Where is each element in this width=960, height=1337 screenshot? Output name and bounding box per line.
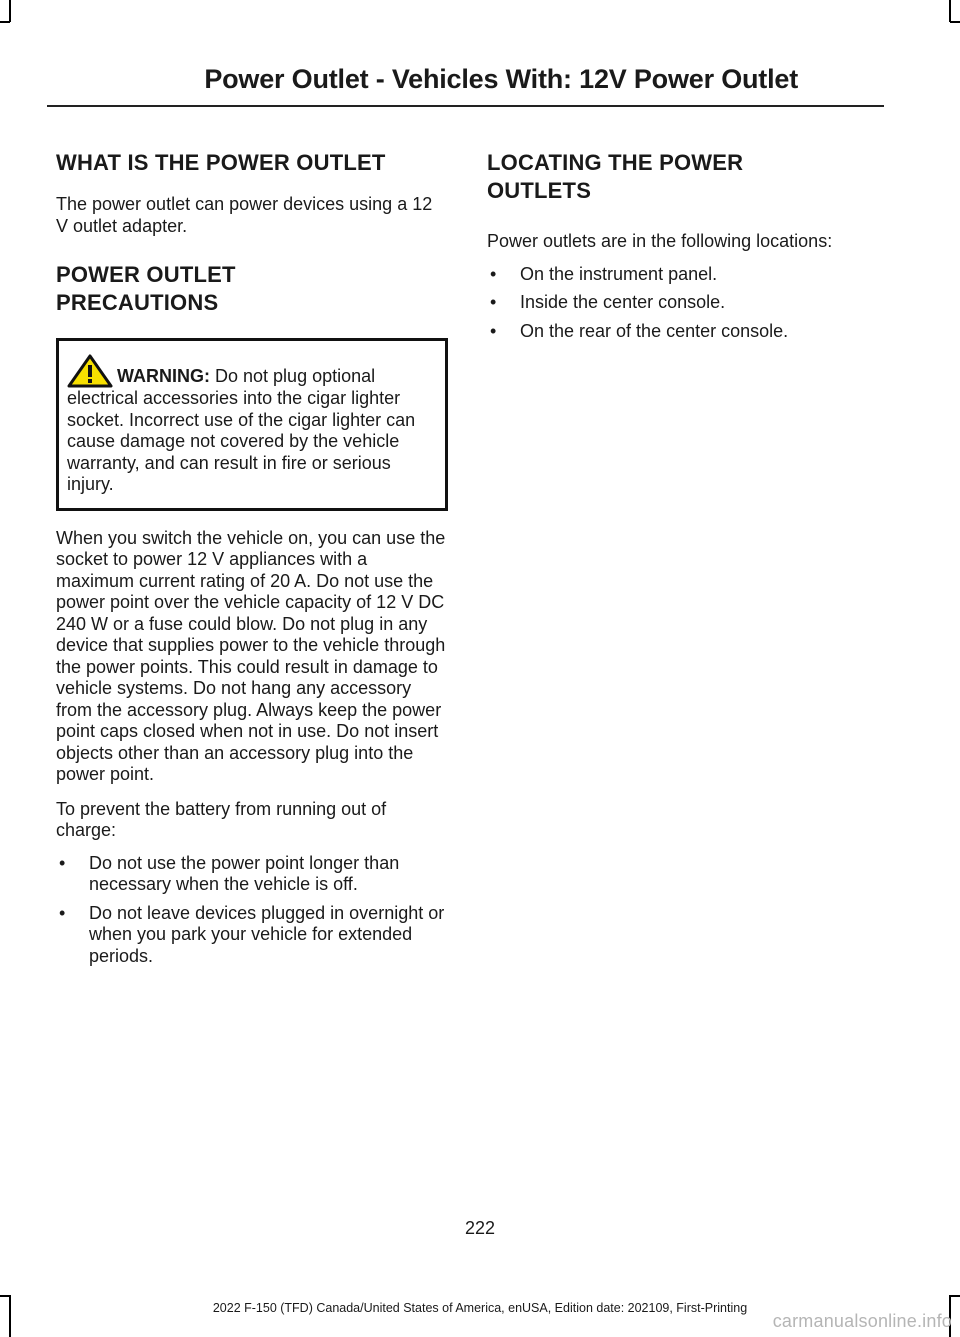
- crop-mark-bottom-left-h: [0, 1295, 10, 1297]
- page-header-title: Power Outlet - Vehicles With: 12V Power Outlet: [204, 64, 798, 94]
- bullet-glyph: •: [490, 263, 497, 284]
- bullet-glyph: •: [59, 852, 66, 873]
- list-item: [487, 264, 867, 286]
- page-number: 222: [464, 1218, 496, 1238]
- crop-mark-top-left-v: [9, 0, 11, 22]
- header-divider: [47, 105, 884, 107]
- list-item-text: On the instrument panel.: [520, 263, 718, 284]
- crop-mark-top-right-h: [950, 21, 960, 23]
- section-heading-what-is: WHAT IS THE POWER OUTLET: [56, 150, 386, 175]
- crop-mark-top-right-v: [949, 0, 951, 22]
- list-item: [487, 292, 867, 314]
- section-heading-precautions-line2: PRECAUTIONS: [56, 290, 219, 315]
- right-column: [487, 140, 867, 349]
- warning-box: [56, 338, 448, 511]
- locations-paragraph: Power outlets are in the following locations:: [487, 231, 833, 251]
- left-column: [56, 140, 448, 974]
- list-item-text: Do not leave devices plugged in overnight or when you park your vehicle for extended periods.: [89, 902, 445, 966]
- section-heading-locating-line2: OUTLETS: [487, 178, 592, 203]
- warning-triangle-icon: [67, 354, 113, 388]
- section-heading-locating-line1: LOCATING THE POWER: [487, 150, 744, 175]
- list-item: [487, 321, 867, 343]
- list-item: [56, 853, 448, 896]
- battery-paragraph: To prevent the battery from running out of charge:: [56, 798, 387, 840]
- list-item-text: Do not use the power point longer than necessary when the vehicle is off.: [89, 852, 400, 894]
- battery-tips-list: [56, 853, 448, 968]
- usage-paragraph: When you switch the vehicle on, you can use the socket to power 12 V appliances with a maximum current rating of 20 A. Do not use the power point over the vehicle capacity of 12 V DC 240 W or a fuse could blow. Do not plug in any device that supplies power to the vehicle through the power points. This could result in damage to vehicle systems. Do not hang any accessory from the accessory plug. Always keep the power point caps closed when not in use. Do not insert objects other than an accessory plug into the power point.: [56, 527, 446, 784]
- list-item-text: Inside the center console.: [520, 292, 726, 312]
- edition-footer: 2022 F-150 (TFD) Canada/United States of America, enUSA, Edition date: 202109, First-Printing: [212, 1301, 748, 1315]
- bullet-glyph: •: [490, 320, 497, 341]
- bullet-glyph: •: [59, 902, 66, 923]
- locations-list: [487, 264, 867, 343]
- list-item-text: On the rear of the center console.: [520, 320, 789, 341]
- intro-paragraph: The power outlet can power devices using a 12 V outlet adapter.: [56, 194, 433, 236]
- source-watermark[interactable]: carmanualsonline.info: [772, 1311, 952, 1331]
- warning-text: Do not plug optional electrical accessories into the cigar lighter socket. Incorrect use of the cigar lighter can cause damage not covered by the vehicle warranty, and can result in fire or serious injury.: [67, 366, 416, 494]
- bullet-glyph: •: [490, 292, 497, 312]
- warning-label: WARNING:: [117, 366, 210, 386]
- list-item: [56, 903, 448, 968]
- section-heading-precautions-line1: POWER OUTLET: [56, 262, 236, 287]
- crop-mark-bottom-right-h: [950, 1295, 960, 1297]
- crop-mark-top-left-h: [0, 21, 10, 23]
